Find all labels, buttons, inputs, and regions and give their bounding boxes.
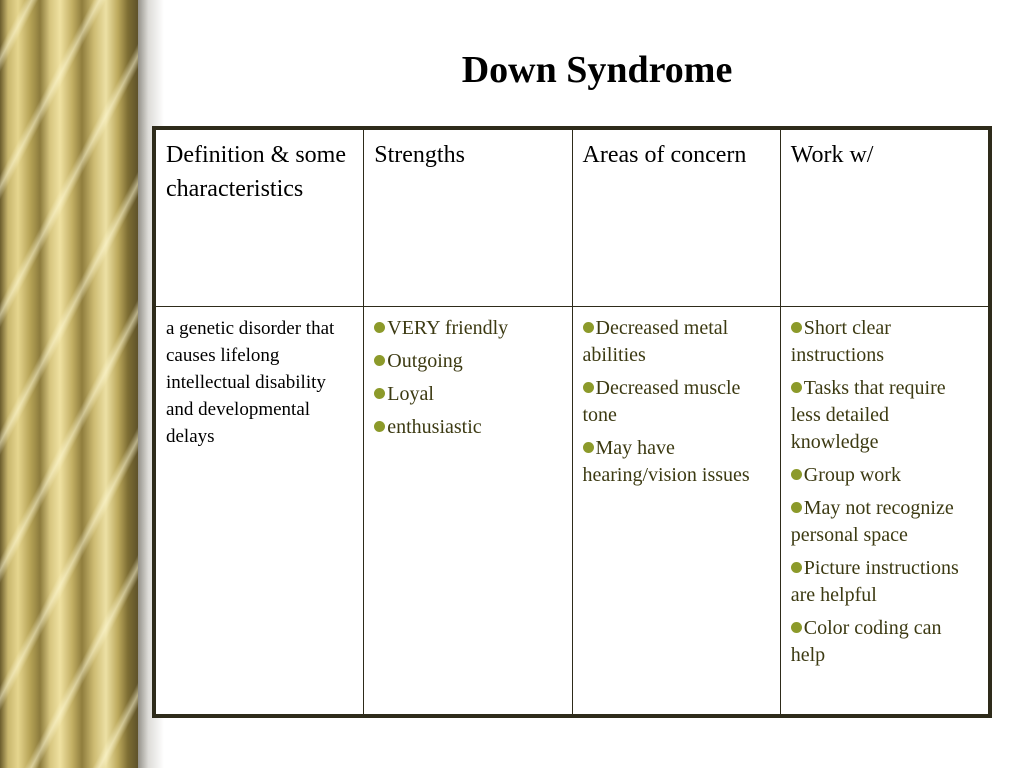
list-item-text: Tasks that require less detailed knowledge: [790, 377, 946, 453]
strengths-list: [374, 315, 563, 441]
cell-definition: [156, 307, 364, 715]
header-strengths: Strengths: [364, 130, 572, 307]
list-item: [791, 462, 980, 489]
list-item-text: VERY friendly: [387, 317, 509, 339]
table-header-row: [156, 130, 989, 307]
list-item: [791, 495, 980, 549]
header-work-with: Work w/: [780, 130, 988, 307]
header-areas-of-concern: Areas of concern: [572, 130, 780, 307]
page-title: Down Syndrome: [461, 49, 733, 91]
list-item-text: May not recognize personal space: [790, 497, 954, 546]
list-item: [374, 348, 563, 375]
table-row: [156, 307, 989, 715]
list-item: [791, 555, 980, 609]
filled-circle-bullet-icon: [791, 322, 802, 333]
list-item-text: Decreased muscle tone: [582, 377, 741, 426]
gold-column-decoration: [0, 0, 138, 768]
work-with-list: [791, 315, 980, 669]
list-item-text: Loyal: [387, 383, 434, 405]
filled-circle-bullet-icon: [374, 355, 385, 366]
filled-circle-bullet-icon: [791, 562, 802, 573]
list-item: [583, 375, 772, 429]
list-item-text: Short clear instructions: [790, 317, 891, 366]
filled-circle-bullet-icon: [583, 382, 594, 393]
list-item-text: Color coding can help: [790, 617, 942, 666]
filled-circle-bullet-icon: [791, 502, 802, 513]
list-item: [791, 615, 980, 669]
filled-circle-bullet-icon: [791, 622, 802, 633]
list-item: [791, 375, 980, 456]
list-item: [374, 414, 563, 441]
list-item: [791, 315, 980, 369]
filled-circle-bullet-icon: [583, 322, 594, 333]
filled-circle-bullet-icon: [791, 469, 802, 480]
list-item: [583, 315, 772, 369]
list-item-text: enthusiastic: [387, 416, 482, 438]
areas-of-concern-list: [583, 315, 772, 489]
cell-work-with: [780, 307, 988, 715]
list-item-text: Outgoing: [387, 350, 463, 372]
filled-circle-bullet-icon: [583, 442, 594, 453]
filled-circle-bullet-icon: [374, 322, 385, 333]
filled-circle-bullet-icon: [374, 421, 385, 432]
cell-strengths: [364, 307, 572, 715]
list-item: [583, 435, 772, 489]
cell-areas-of-concern: [572, 307, 780, 715]
definition-text: a genetic disorder that causes lifelong intellectual disability and developmental delays: [166, 318, 335, 447]
list-item-text: May have hearing/vision issues: [582, 437, 750, 486]
list-item-text: Group work: [803, 464, 901, 486]
list-item-text: Picture instructions are helpful: [790, 557, 959, 606]
list-item: [374, 381, 563, 408]
filled-circle-bullet-icon: [374, 388, 385, 399]
list-item-text: Decreased metal abilities: [582, 317, 729, 366]
info-table: [152, 126, 992, 718]
header-definition: Definition & some characteristics: [156, 130, 364, 307]
list-item: [374, 315, 563, 342]
filled-circle-bullet-icon: [791, 382, 802, 393]
